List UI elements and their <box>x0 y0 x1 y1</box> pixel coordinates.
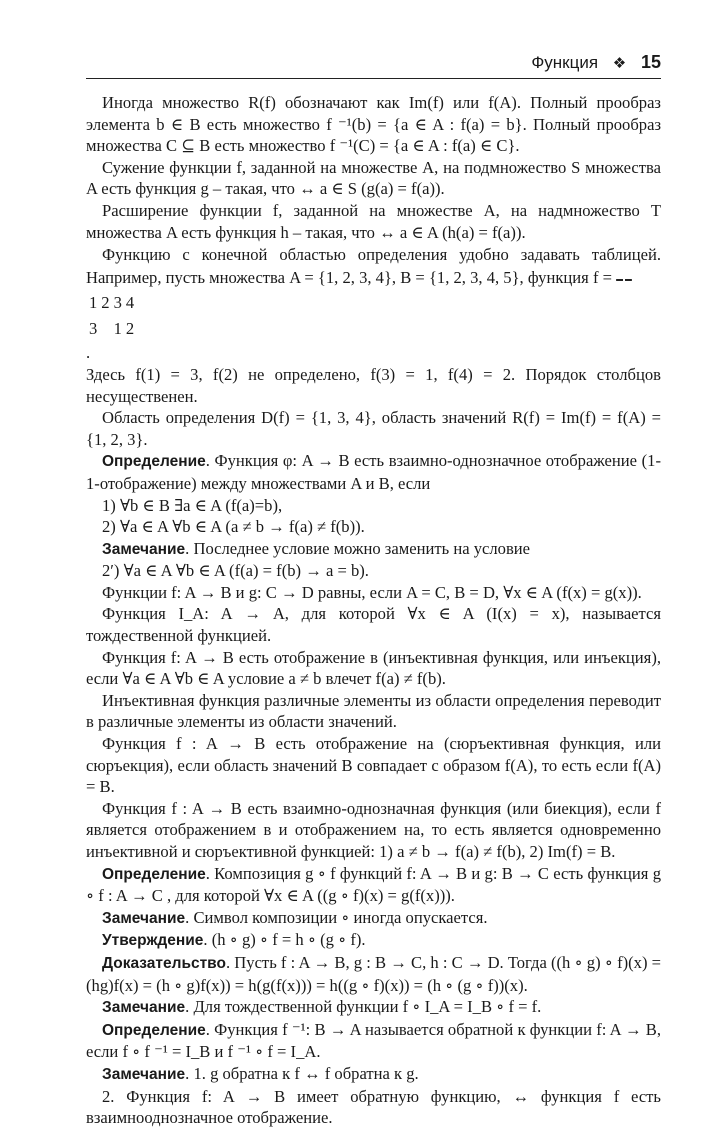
definition: Определение. Функция φ: A → B есть взаимно-однозначное отображение (1-1-отображение) между множествами A и B, если <box>86 451 661 493</box>
definition-label: Определение <box>102 453 206 471</box>
paragraph: Функции f: A → B и g: C → D равны, если A = C, B = D, ∀x ∈ A (f(x) = g(x)). <box>102 582 642 602</box>
proof-label: Доказательство <box>102 954 226 972</box>
paragraph: Здесь f(1) = 3, f(2) не определено, f(3) = 1, f(4) = 2. Порядок столбцов несущественен. <box>86 364 661 406</box>
definition: Определение. Функция f ⁻¹: B → A называется обратной к функции f: A → B, если f ∘ f ⁻¹ = I_B и f ⁻¹ ∘ f = I_A. <box>86 1019 661 1062</box>
condition: 2) ∀a ∈ A ∀b ∈ A (a ≠ b → f(a) ≠ f(b)). <box>102 517 365 537</box>
matrix-cell: 2 <box>125 318 135 338</box>
remark: Замечание. Для тождественной функции f ∘ I_A = I_B ∘ f = f. <box>102 997 542 1017</box>
definition: Определение. Композиция g ∘ f функций f: A → B и g: B → C есть функция g ∘ f : A → C , для которой ∀x ∈ A ((g ∘ f)(x) = g(f(x))). <box>86 863 661 906</box>
paragraph: Сужение функции f, заданной на множестве A, на подмножество S множества A есть функция g – такая, что ↔ a ∈ S (g(a) = f(a)). <box>86 157 661 199</box>
section-title: Функция <box>531 53 599 72</box>
definition-label: Определение <box>102 865 206 883</box>
ornament-icon: ❖ <box>612 54 627 72</box>
condition: 1) ∀b ∈ B ∃a ∈ A (f(a)=b), <box>102 495 283 515</box>
matrix-cell: 3 <box>89 318 98 338</box>
matrix-cell <box>100 317 110 341</box>
remark-label: Замечание <box>102 909 186 927</box>
page-number: 15 <box>640 52 661 72</box>
paragraph: Инъективная функция различные элементы из области определения переводит в различные элементы из области значений. <box>86 690 661 732</box>
paragraph: Функция f : A → B есть взаимно-однозначная функция (или биекция), если f является отображением в и отображением на, то есть является одновременно инъективной и сюръективной функцией: 1) a ≠ b → f(a) ≠ f(b), 2) Im(f) = B. <box>86 798 661 861</box>
remark-label: Замечание <box>102 540 186 558</box>
matrix-cell: 2 <box>101 293 110 313</box>
definition-label: Определение <box>102 1021 206 1039</box>
statement: Утверждение. (h ∘ g) ∘ f = h ∘ (g ∘ f). <box>102 930 366 950</box>
matrix-cell: 4 <box>125 293 135 313</box>
paragraph: Функцию с конечной областью определения удобно задавать таблицей. Например, пусть множества A = {1, 2, 3, 4}, B = {1, 2, 3, 4, 5}, функция f = <box>86 245 661 288</box>
matrix-cell: 3 <box>113 293 122 313</box>
remark-label: Замечание <box>102 999 186 1017</box>
remark: Замечание. Символ композиции ∘ иногда опускается. <box>102 907 488 927</box>
paragraph: Иногда множество R(f) обозначают как Im(f) или f(A). Полный прообраз элемента b ∈ B есть множество f ⁻¹(b) = {a ∈ A : f(a) = b}. Полный прообраз множества C ⊆ B есть множество f ⁻¹(C) = {a ∈ A : f(a) ∈ C}. <box>86 93 661 156</box>
paragraph: Функция I_A: A → A, для которой ∀x ∈ A (I(x) = x), называется тождественной функцией. <box>86 604 661 646</box>
condition: 2′) ∀a ∈ A ∀b ∈ A (f(a) = f(b) → a = b). <box>102 561 369 581</box>
remark: Замечание. Последнее условие можно заменить на условие <box>102 538 531 558</box>
paragraph: 2. Функция f: A → B имеет обратную функцию, ↔ функция f есть взаимнооднозначное отображение. <box>86 1086 661 1128</box>
matrix-cell: 1 <box>113 318 122 338</box>
paragraph: Расширение функции f, заданной на множестве A, на надмножество T множества A есть функция h – такая, что ↔ a ∈ A (h(a) = f(a)). <box>86 200 661 242</box>
remark: Замечание. 1. g обратна к f ↔ f обратна к g. <box>102 1063 419 1083</box>
matrix-cell: 1 <box>89 293 98 313</box>
paragraph: Функция f: A → B есть отображение в (инъективная функция, или инъекция), если ∀a ∈ A ∀b ∈ A условие a ≠ b влечет f(a) ≠ f(b). <box>86 647 661 689</box>
running-header <box>86 52 661 79</box>
proof: Доказательство. Пусть f : A → B, g : B → C, h : C → D. Тогда ((h ∘ g) ∘ f)(x) = (hg)f(x) = (h ∘ g)f(x)) = h(g(f(x))) = h((g ∘ f)(x)) = (h ∘ (g ∘ f))(x). <box>86 952 661 995</box>
paragraph: Область определения D(f) = {1, 3, 4}, область значений R(f) = Im(f) = f(A) = {1, 2, 3}. <box>86 408 661 449</box>
remark-label: Замечание <box>102 1065 186 1083</box>
page-body: Иногда множество R(f) обозначают как Im(f) или f(A). Полный прообраз элемента b ∈ B есть множество f ⁻¹(b) = {a ∈ A : f(a) = b}. Полный прообраз множества C ⊆ B есть множество f ⁻¹(C) = {a ∈ A : f(a) ∈ C}. Сужение функции f, заданной на множестве A, на подмножество S множества A есть функция g – такая, что ↔ a ∈ S (g(a) = f(a)). Расширение функции f, заданной на множестве A, на надмножество T множества A есть функция h – такая, что ↔ a ∈ A (h(a) = f(a)). Функцию с конечной областью определения удобно задавать таблицей. Например, пусть множества A = {1, 2, 3, 4}, B = {1, 2, 3, 4, 5}, функция f = 1 2 3 4 3 1 2 . Здесь f(1) = 3, f(2) не определено, f(3) = 1, f(4) = 2. Порядок столбцов несущественен. Область определения D(f) = {1, 3, 4}, область значений R(f) = Im(f) = f(A) = {1, 2, 3}. Определение. Функция φ: A → B есть взаимно-однозначное отображение (1-1-отображение) между множествами A и B, если 1) ∀b ∈ B ∃a ∈ A (f(a)=b), 2) ∀a ∈ A ∀b ∈ A (a ≠ b → f(a) ≠ f(b)). Замечание. Последнее условие можно заменить на условие 2′) ∀a ∈ A ∀b ∈ A (f(a) = f(b) → a = b). Функции f: A → B и g: C → D равны, если A = C, B = D, ∀x ∈ A (f(x) = g(x)). Функция I_A: A → A, для которой ∀x ∈ A (I(x) = x), называется тождественной функцией. Функция f: A → B есть отображение в (инъективная функция, или инъекция), если ∀a ∈ A ∀b ∈ A условие a ≠ b влечет f(a) ≠ f(b). Инъективная функция различные элементы из области определения переводит в различные элементы из области значений. Функция f : A → B есть отображение на (сюръективная функция, или сюръекция), если область значений B совпадает с образом f(A), то есть если f(A) = B. Функция f : A → B есть взаимно-однозначная функция (или биекция), если f является отображением в и отображением на, то есть является одновременно инъективной и сюръективной функцией: 1) a ≠ b → f(a) ≠ f(b), 2) Im(f) = B. Определение. Композиция g ∘ f функций f: A → B и g: B → C есть функция g ∘ f : A → C , для которой ∀x ∈ A ((g ∘ f)(x) = g(f(x))). Замечание. Символ композиции ∘ иногда опускается. Утверждение. (h ∘ g) ∘ f = h ∘ (g ∘ f). Доказательство. Пусть f : A → B, g : B → C, h : C → D. Тогда ((h ∘ g) ∘ f)(x) = (hg)f(x) = (h ∘ g)f(x)) = h(g(f(x))) = h((g ∘ f)(x)) = (h ∘ (g ∘ f))(x). Замечание. Для тождественной функции f ∘ I_A = I_B ∘ f = f. Определение. Функция f ⁻¹: B → A называется обратной к функции f: A → B, если f ∘ f ⁻¹ = I_B и f ⁻¹ ∘ f = I_A. Замечание. 1. g обратна к f ↔ f обратна к g. 2. Функция f: A → B имеет обратную функцию, ↔ функция f есть взаимнооднозначное отображение. <box>86 93 661 1128</box>
paragraph: Функция f : A → B есть отображение на (сюръективная функция, или сюръекция), если область значений B совпадает с образом f(A), то есть если f(A) = B. <box>86 734 661 797</box>
statement-label: Утверждение <box>102 932 204 950</box>
